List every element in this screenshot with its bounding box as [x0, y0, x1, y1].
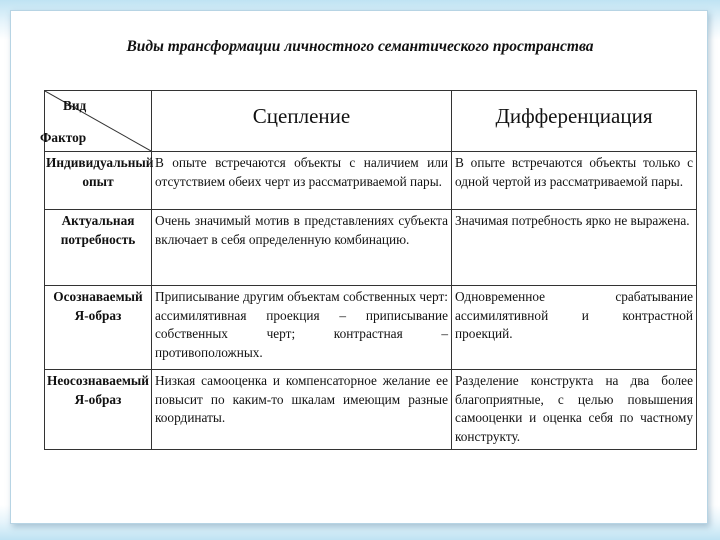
corner-cell: [40, 91, 152, 152]
factor-cell: Индивидуальный опыт: [45, 152, 152, 210]
differentiation-cell: Одновременное срабатывание ассимилятивной и контрастной проекций.: [452, 286, 697, 370]
table-row: [45, 370, 697, 450]
coupling-cell: В опыте встречаются объекты с наличием или отсутствием обеих черт из рассматриваемой пары.: [152, 152, 452, 210]
differentiation-cell: Разделение конструкта на два более благоприятные, с целью повышения самооценки и оценка себя по частному конструкту.: [452, 370, 697, 450]
factor-cell: Неосознаваемый Я-образ: [45, 370, 152, 450]
differentiation-cell: В опыте встречаются объекты только с одной чертой из рассматриваемой пары.: [452, 152, 697, 210]
table-header-row: [45, 91, 697, 152]
table-row: [45, 210, 697, 286]
factor-cell: Актуальная потребность: [45, 210, 152, 286]
table-row: [45, 152, 697, 210]
coupling-cell: Низкая самооценка и компенсаторное желание ее повысит по каким-то шкалам имеющим разные координаты.: [152, 370, 452, 450]
column-header-differentiation: Дифференциация: [452, 91, 697, 152]
transformation-table: [40, 90, 697, 450]
page-title: Виды трансформации личностного семантического пространства: [126, 38, 594, 55]
factor-cell: Осознаваемый Я-образ: [45, 286, 152, 370]
coupling-cell: Приписывание другим объектам собственных черт: ассимилятивная проекция – приписывание собственных черт; контрастная – противоположных.: [152, 286, 452, 370]
column-header-coupling: Сцепление: [152, 91, 452, 152]
coupling-cell: Очень значимый мотив в представлениях субъекта включает в себя определенную комбинацию.: [152, 210, 452, 286]
differentiation-cell: Значимая потребность ярко не выражена.: [452, 210, 697, 286]
corner-label-type: Вид: [63, 98, 87, 113]
table-row: [45, 286, 697, 370]
corner-label-factor: Фактор: [40, 129, 87, 145]
